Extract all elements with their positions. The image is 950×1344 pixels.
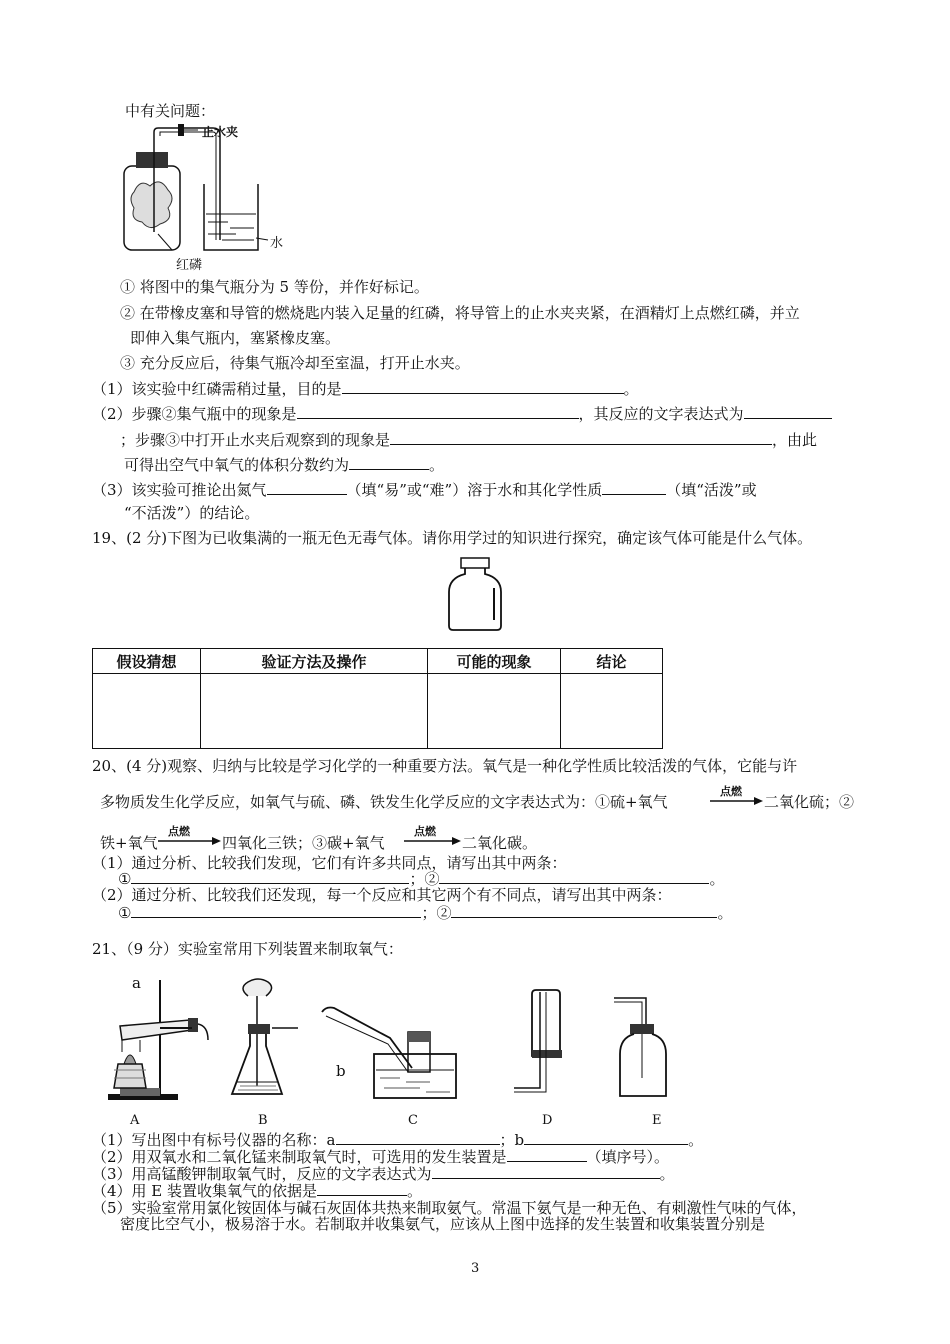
condition-label: 点燃 <box>168 825 190 838</box>
q18-step2a: ② 在带橡皮塞和导管的燃烧匙内装入足量的红磷，将导管上的止水夹夹紧，在酒精灯上点燃红磷，并立 <box>120 304 800 322</box>
table-header: 结论 <box>561 649 663 674</box>
answer-blank[interactable] <box>390 430 772 445</box>
q18-step3: ③ 充分反应后，待集气瓶冷却至室温，打开止水夹。 <box>120 354 470 372</box>
table-header-row <box>93 649 663 674</box>
q18-step2b: 即伸入集气瓶内，塞紧橡皮塞。 <box>130 329 341 347</box>
q19-text: 19、(2 分)下图为已收集满的一瓶无色无毒气体。请你用学过的知识进行探究，确定该气体可能是什么气体。 <box>92 529 813 547</box>
q18-intro: 中有关问题： <box>125 102 216 120</box>
answer-blank[interactable] <box>451 903 717 918</box>
phosphorus-label: 红磷 <box>176 258 203 273</box>
answer-blank[interactable] <box>439 869 709 884</box>
q20-line3b: 四氧化三铁；③碳+氧气 <box>222 834 385 852</box>
water-label: 水 <box>270 236 284 251</box>
answer-blank[interactable] <box>744 404 832 419</box>
q20-part1: （1）通过分析、比较我们发现，它们有许多共同点，请写出其中两条： <box>92 854 567 872</box>
table-header: 验证方法及操作 <box>201 649 428 674</box>
answer-blank[interactable] <box>524 1130 688 1145</box>
table-cell[interactable] <box>201 674 428 749</box>
fig-label-C: C <box>408 1113 418 1128</box>
q21-part4: （4）用 E 装置收集氧气的依据是 。 <box>92 1182 423 1200</box>
answer-blank[interactable] <box>432 1164 660 1179</box>
q18-step1: ① 将图中的集气瓶分为 5 等份，并作好标记。 <box>120 278 429 296</box>
table-cell[interactable] <box>428 674 561 749</box>
reaction-arrow-icon <box>158 836 222 846</box>
q21-part3: （3）用高锰酸钾制取氧气时，反应的文字表达式为 。 <box>92 1165 675 1183</box>
answer-blank[interactable] <box>131 869 409 884</box>
q21-part5-line2: 密度比空气小，极易溶于水。若制取并收集氨气，应该从上图中选择的发生装置和收集装置分别是 <box>120 1215 766 1233</box>
clamp-label: 止水夹 <box>202 125 239 139</box>
q21-part5-line1: （5）实验室常用氯化铵固体与碱石灰固体共热来制取氨气。常温下氨气是一种无色、有刺激性气味的气体， <box>92 1199 807 1217</box>
answer-blank[interactable] <box>602 480 666 495</box>
oxygen-apparatus-figure <box>100 970 700 1120</box>
answer-blank[interactable] <box>342 379 624 394</box>
answer-blank[interactable] <box>507 1147 587 1162</box>
q21-part2: （2）用双氧水和二氧化锰来制取氧气时，可选用的发生装置是 （填序号）。 <box>92 1148 670 1166</box>
q18-part1: （1）该实验中红磷需稍过量，目的是 。 <box>92 380 639 398</box>
reaction-arrow-icon <box>710 796 764 806</box>
q20-part1-answers: ① ；② 。 <box>118 870 725 888</box>
table-header: 假设猜想 <box>93 649 201 674</box>
q18-part2-line3: 可得出空气中氧气的体积分数约为 。 <box>124 456 445 474</box>
reaction-arrow-icon <box>404 836 462 846</box>
q18-part3-line2: “不活泼”）的结论。 <box>124 504 260 522</box>
q20-line2b: 二氧化硫；② <box>764 793 855 811</box>
fig-label-E: E <box>652 1113 662 1128</box>
gas-bottle-icon <box>445 556 505 632</box>
q20-line3a: 铁+氧气 <box>100 834 158 852</box>
q18-part3-line1: （3）该实验可推论出氮气 （填“易”或“难”）溶于水和其化学性质 （填“活泼”或 <box>92 481 757 499</box>
label-a: a <box>132 974 141 992</box>
q20-line1: 20、(4 分)观察、归纳与比较是学习化学的一种重要方法。氧气是一种化学性质比较活泼的气体，它能与许 <box>92 757 798 775</box>
label-b: b <box>336 1062 346 1080</box>
red-phosphorus-apparatus-figure <box>118 122 288 262</box>
q20-part2: （2）通过分析、比较我们还发现，每一个反应和其它两个有不同点，请写出其中两条： <box>92 886 672 904</box>
q21-part1: （1）写出图中有标号仪器的名称：a ；b 。 <box>92 1131 704 1149</box>
table-cell[interactable] <box>561 674 663 749</box>
answer-blank[interactable] <box>317 1181 407 1196</box>
answer-blank[interactable] <box>336 1130 500 1145</box>
condition-label: 点燃 <box>414 825 436 838</box>
table-row <box>93 674 663 749</box>
table-header: 可能的现象 <box>428 649 561 674</box>
q18-part2-line1: （2）步骤②集气瓶中的现象是 ，其反应的文字表达式为 <box>92 404 832 423</box>
fig-label-A: A <box>130 1113 140 1128</box>
q19-table <box>92 648 663 749</box>
q20-part2-answers: ① ；② 。 <box>118 904 733 922</box>
table-cell[interactable] <box>93 674 201 749</box>
answer-blank[interactable] <box>131 903 421 918</box>
answer-blank[interactable] <box>267 480 347 495</box>
condition-label: 点燃 <box>720 785 742 798</box>
fig-label-D: D <box>542 1113 553 1128</box>
answer-blank[interactable] <box>349 455 429 470</box>
fig-label-B: B <box>258 1113 268 1128</box>
answer-blank[interactable] <box>297 404 579 419</box>
q21-text: 21、（9 分）实验室常用下列装置来制取氧气： <box>92 940 403 958</box>
q20-line3c: 二氧化碳。 <box>462 834 538 852</box>
q18-part2-line2: ；步骤③中打开止水夹后观察到的现象是 ，由此 <box>120 431 818 449</box>
q20-line2a: 多物质发生化学反应，如氧气与硫、磷、铁发生化学反应的文字表达式为：①硫+氧气 <box>100 793 668 811</box>
page-number: 3 <box>471 1261 480 1276</box>
